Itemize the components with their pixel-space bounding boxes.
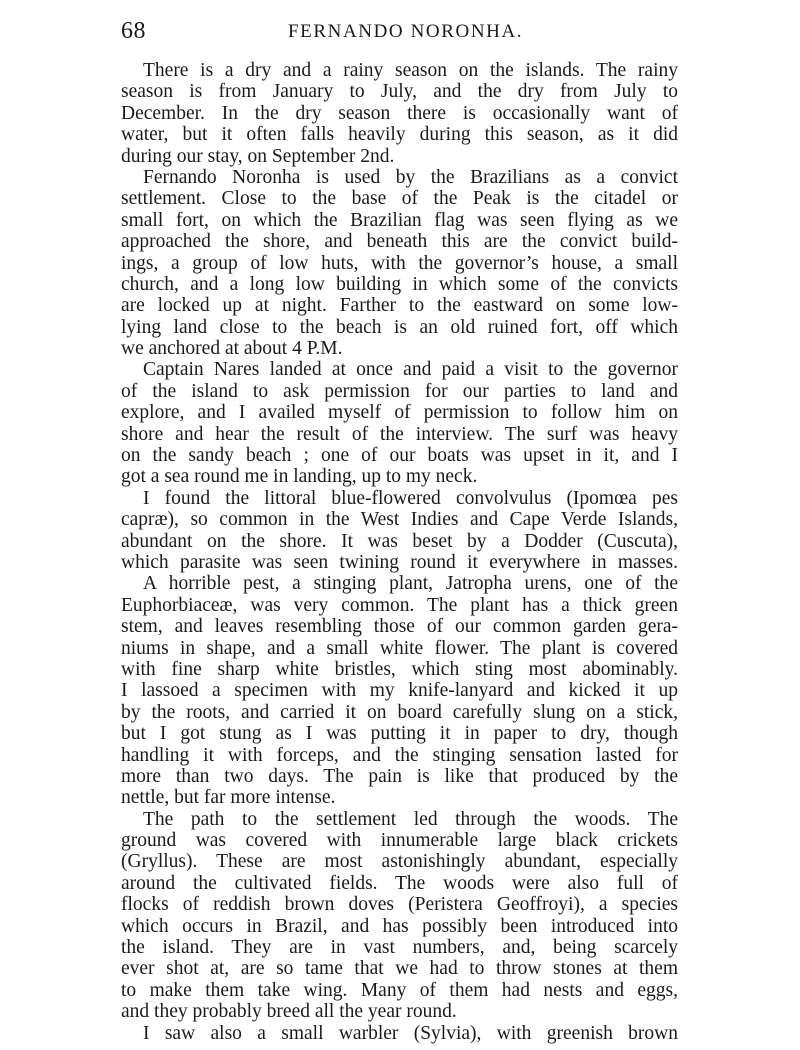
text-line: flocks of reddish brown doves (Peristera Geoffroyi), a species (121, 894, 678, 916)
text-line: season is from January to July, and the dry from July to (121, 81, 678, 103)
text-line: I found the littoral blue-flowered convolvulus (Ipomœa pes (143, 487, 678, 509)
text-line: lying land close to the beach is an old ruined fort, off which (121, 316, 678, 338)
text-line: got a sea round me in landing, up to my neck. (121, 466, 478, 488)
text-line: with fine sharp white bristles, which sting most abominably. (121, 658, 678, 680)
text-line: approached the shore, and beneath this are the convict build- (121, 231, 678, 253)
text-line: shore and hear the result of the interview. The surf was heavy (121, 423, 678, 445)
text-line: small fort, on which the Brazilian flag was seen flying as we (121, 209, 678, 231)
text-line: nettle, but far more intense. (121, 787, 336, 809)
text-line: December. In the dry season there is occasionally want of (121, 102, 678, 124)
text-line: ings, a group of low huts, with the governor’s house, a small (121, 252, 678, 274)
text-line: settlement. Close to the base of the Peak is the citadel or (121, 188, 678, 210)
text-line: and they probably breed all the year round. (121, 1001, 457, 1023)
text-line: explore, and I availed myself of permission to follow him on (121, 402, 678, 424)
text-line: capræ), so common in the West Indies and Cape Verde Islands, (121, 509, 678, 531)
text-line: which parasite was seen twining round it everywhere in masses. (121, 551, 678, 573)
text-line: we anchored at about 4 P.M. (121, 338, 343, 360)
text-line: ground was covered with innumerable large black crickets (121, 830, 678, 852)
text-line: the island. They are in vast numbers, and, being scarcely (121, 937, 678, 959)
text-line: niums in shape, and a small white flower. The plant is covered (121, 637, 678, 659)
text-line: Fernando Noronha is used by the Brazilians as a convict (143, 166, 678, 188)
text-line: ever shot at, are so tame that we had to throw stones at them (121, 958, 678, 980)
text-line: The path to the settlement led through the woods. The (143, 808, 678, 830)
text-line: but I got stung as I was putting it in paper to dry, though (121, 723, 678, 745)
text-line: Captain Nares landed at once and paid a visit to the governor (143, 359, 678, 381)
text-line: of the island to ask permission for our parties to land and (121, 380, 678, 402)
text-line: church, and a long low building in which some of the convicts (121, 273, 678, 295)
text-line: more than two days. The pain is like that produced by the (121, 765, 678, 787)
text-line: are locked up at night. Farther to the eastward on some low- (121, 295, 678, 317)
text-line: (Gryllus). These are most astonishingly abundant, especially (121, 851, 678, 873)
text-line: which occurs in Brazil, and has possibly been introduced into (121, 915, 678, 937)
text-line: on the sandy beach ; one of our boats was upset in it, and I (121, 445, 678, 467)
text-line: A horrible pest, a stinging plant, Jatropha urens, one of the (143, 573, 678, 595)
text-line: stem, and leaves resembling those of our common garden gera- (121, 616, 678, 638)
text-line: around the cultivated fields. The woods were also full of (121, 872, 678, 894)
page-header (121, 18, 678, 48)
text-line: to make them take wing. Many of them had nests and eggs, (121, 979, 678, 1001)
text-line: during our stay, on September 2nd. (121, 145, 395, 167)
body-text (121, 60, 678, 1044)
text-line: I saw also a small warbler (Sylvia), with greenish brown (143, 1022, 678, 1044)
text-line: Euphorbiaceæ, was very common. The plant has a thick green (121, 594, 678, 616)
text-line: handling it with forceps, and the stinging sensation lasted for (121, 744, 678, 766)
page-number: 68 (121, 18, 146, 44)
text-line: I lassoed a specimen with my knife-lanyard and kicked it up (121, 680, 678, 702)
text-line: abundant on the shore. It was beset by a Dodder (Cuscuta), (121, 530, 678, 552)
running-head: FERNANDO NORONHA. (288, 21, 524, 42)
text-line: by the roots, and carried it on board carefully slung on a stick, (121, 701, 678, 723)
text-line: There is a dry and a rainy season on the islands. The rainy (143, 60, 678, 81)
text-line: water, but it often falls heavily during this season, as it did (121, 124, 678, 146)
